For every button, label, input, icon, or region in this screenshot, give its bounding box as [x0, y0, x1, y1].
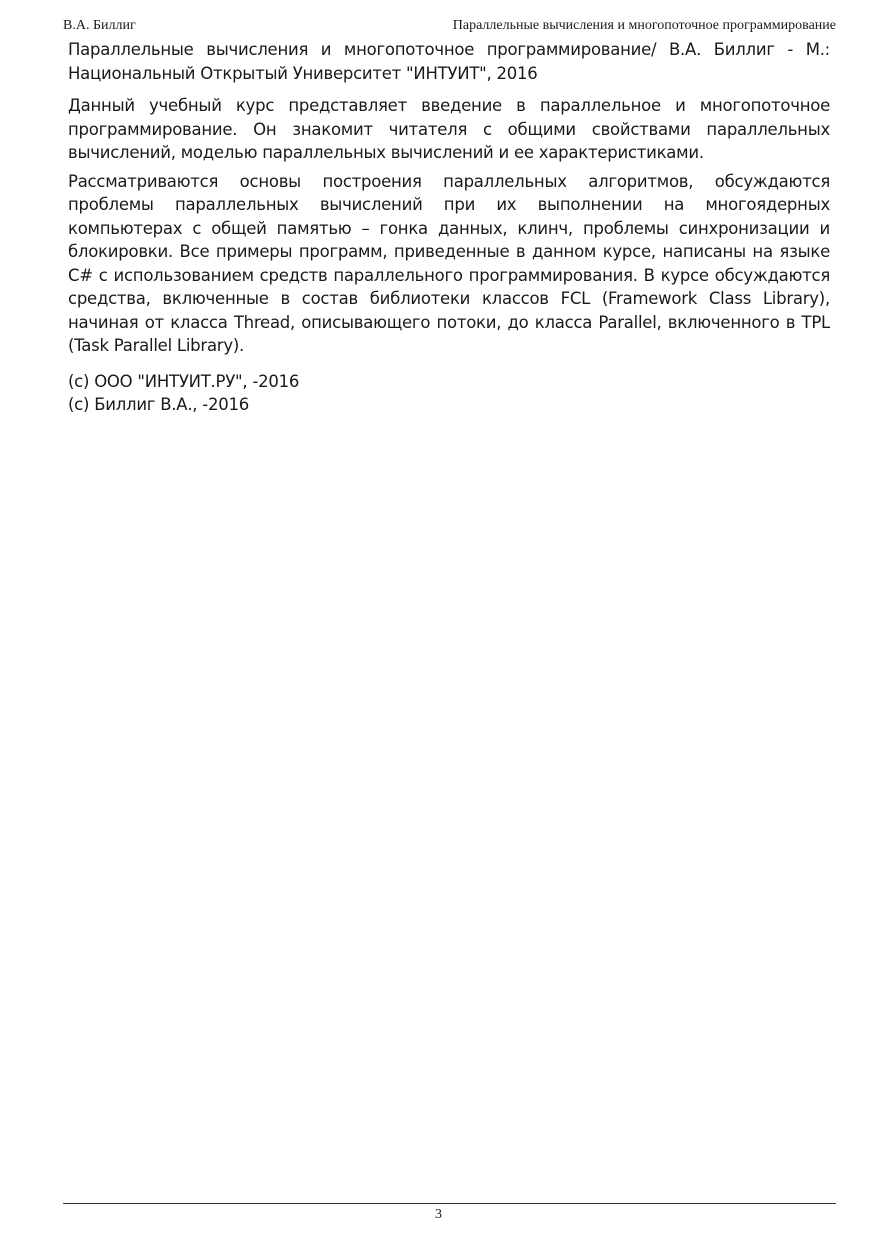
- document-body: [68, 38, 830, 417]
- abstract-paragraph-2: Рассматриваются основы построения параллельных алгоритмов, обсуждаются проблемы параллельных вычислений при их выполнении на многоядерных компьютерах с общей памятью – гонка данных, клинч, проблемы синхронизации и блокировки. Все примеры программ, приведенные в данном курсе, написаны на языке C# с использованием средств параллельного программирования. В курсе обсуждаются средства, включенные в состав библиотеки классов FCL (Framework Class Library), начиная от класса Thread, описывающего потоки, до класса Parallel, включенного в TPL (Task Parallel Library).: [68, 171, 830, 355]
- abstract-paragraph-1: Данный учебный курс представляет введение в параллельное и многопоточное программирование. Он знакомит читателя с общими свойствами параллельных вычислений, моделью параллельных вычислений и ее характеристиками.: [68, 96, 830, 162]
- page-header: [63, 17, 836, 37]
- citation: Параллельные вычисления и многопоточное программирование/ В.А. Биллиг - М.: Национальный Открытый Университет "ИНТУИТ", 2016: [68, 40, 830, 83]
- copyright-publisher: (c) ООО "ИНТУИТ.РУ", -2016: [68, 371, 300, 391]
- copyright-author: (c) Биллиг В.А., -2016: [68, 395, 249, 414]
- header-running-title: Параллельные вычисления и многопоточное программирование: [452, 18, 836, 33]
- header-author: В.А. Биллиг: [63, 18, 136, 33]
- footer-divider: [63, 1203, 836, 1204]
- page-number: 3: [435, 1207, 442, 1222]
- copyright-block: [68, 370, 830, 417]
